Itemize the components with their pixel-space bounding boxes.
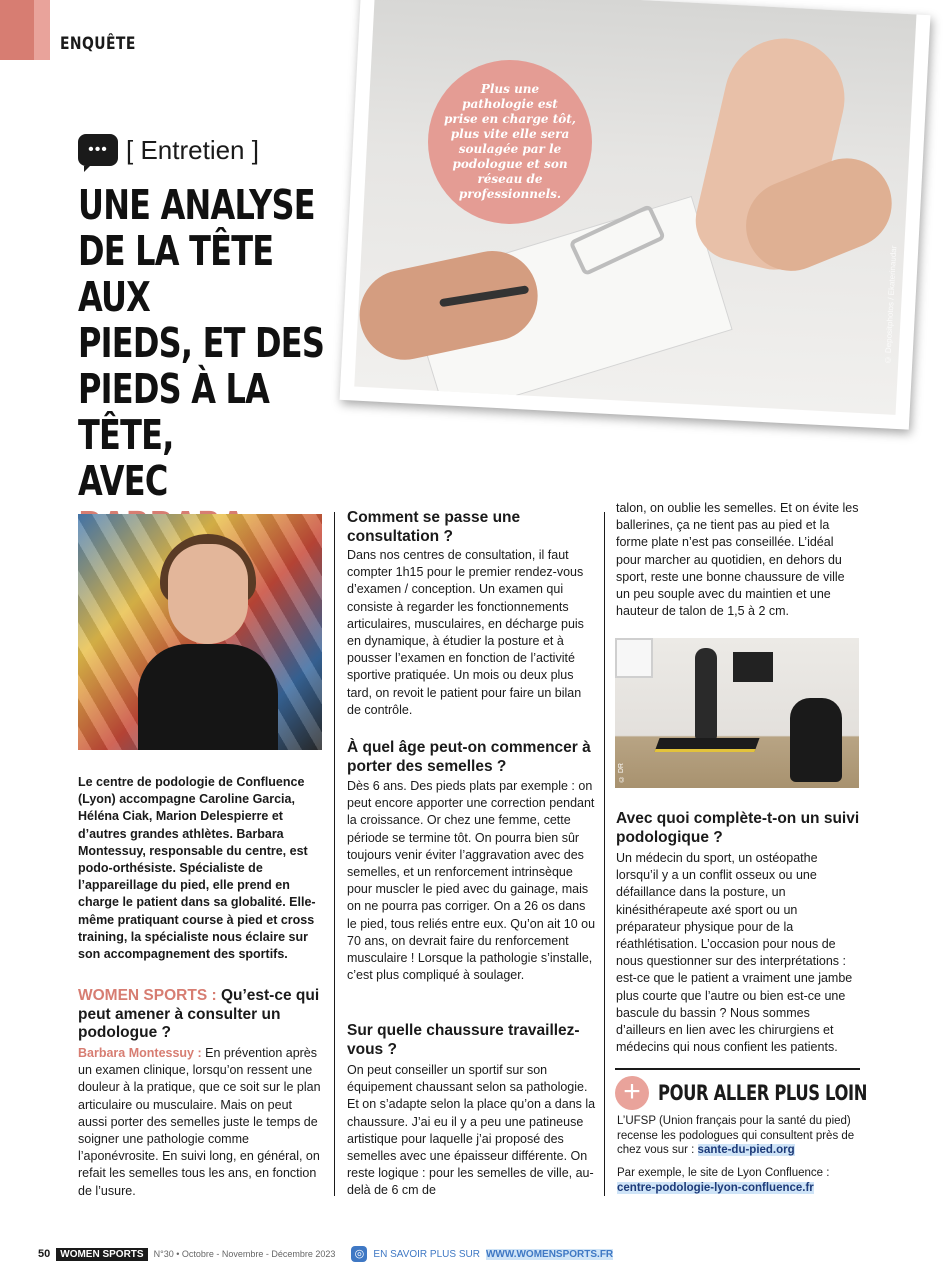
link-sante-du-pied[interactable]: sante-du-pied.org [697, 1144, 795, 1156]
question-heading: Comment se passe une consultation ? [347, 509, 521, 545]
more-label: EN SAVOIR PLUS SUR [373, 1248, 480, 1260]
answer-paragraph: talon, on oublie les semelles. Et on évite les ballerines, ça ne tient pas au pied et la forme plate n’est pas conseillée. L’idéal pour marcher au quotidien, en dehors du sport, reste une bonne chaussure de ville un peu souple avec du maintien et une hauteur de talon de 1,5 à 2 cm. [616, 501, 859, 619]
footer-brand: WOMEN SPORTS [56, 1248, 147, 1261]
answer-paragraph: Dès 6 ans. Des pieds plats par exemple : on peut encore apporter une correction pendant la croissance. Or chez une femme, cette période se termine tôt. On pourra bien sûr toujours venir éviter l’aggravation avec des semelles, et un renforcement intrinsèque pour muscler le pied avec du gainage, mais on ne pourra pas corriger. On a 26 os dans le pied, tous reliés entre eux. Qu’on ait 10 ou 70 ans, on devrait faire du renforcement musculaire ! Lorsque la pathologie s’installe, c’est plus compliqué à soulager. [347, 779, 596, 983]
gym-photo [615, 638, 859, 788]
speech-bubble-icon: ••• [78, 134, 118, 166]
portrait-photo [78, 514, 322, 750]
column-divider [334, 512, 335, 1196]
column-divider [604, 512, 605, 1196]
link-centre-podologie[interactable]: centre-podologie-lyon-confluence.fr [617, 1181, 814, 1194]
portrait-face [168, 544, 248, 644]
answer-1 [78, 1045, 322, 1200]
gym-window [615, 638, 653, 678]
page-number: 50 [38, 1248, 51, 1260]
coach-figure [790, 698, 842, 782]
further-text [617, 1114, 862, 1158]
further-divider [615, 1068, 860, 1070]
photo-credit: © Depositphotos / Ekaterinaudar [883, 245, 899, 365]
headline-line: DE LA TÊTE AUX [78, 227, 274, 321]
headline-line: AVEC [78, 457, 168, 505]
question-heading: Sur quelle chaussure travaillez-vous ? [347, 1022, 580, 1058]
speaker-name: Barbara Montessuy : [78, 1046, 202, 1060]
page-footer [38, 1246, 613, 1262]
pull-quote-text: Plus une pathologie est prise en charge tôt, plus vite elle sera soulagée par le podologue et son réseau de professionnels. [444, 82, 576, 201]
treadmill [654, 738, 759, 752]
further-title: POUR ALLER PLUS LOIN [658, 1081, 868, 1105]
hero-photo [354, 0, 916, 415]
further-body-2: Par exemple, le site de Lyon Confluence : [617, 1167, 830, 1179]
globe-icon: ◎ [351, 1246, 367, 1262]
website-link[interactable]: WWW.WOMENSPORTS.FR [485, 1248, 614, 1260]
further-text-2 [617, 1166, 862, 1195]
headline-line: PIEDS, ET DES [78, 319, 325, 367]
question-heading: Avec quoi complète-t-on un suivi podologique ? [616, 810, 860, 846]
further-body: L’UFSP (Union français pour la santé du pied) recense les podologues qui consultent près de chez vous sur : [617, 1115, 855, 1156]
answer-paragraph: On peut conseiller un sportif sur son équipement chaussant selon sa pathologie. Et on s’adapte selon la place qu’on a dans la chaussure. J’ai eu il y a peu une patineuse artistique pour laquelle j’ai proposé des semelles avec une épaisseur différente. On reste logique : pour les semelles de ville, au-delà de 6 cm de [347, 1063, 596, 1198]
question-1 [78, 987, 322, 1043]
corner-accent-dark [0, 0, 34, 60]
photo-credit: © DR [618, 762, 625, 782]
portrait-body [138, 644, 278, 750]
headline-line: UNE ANALYSE [78, 181, 315, 229]
kicker [78, 134, 259, 166]
pull-quote-circle [428, 60, 592, 224]
issue-info: N°30 • Octobre - Novembre - Décembre 2023 [153, 1249, 336, 1259]
intro-paragraph: Le centre de podologie de Confluence (Lyon) accompagne Caroline Garcia, Héléna Ciak, Marion Delespierre et d’autres grandes athlètes. Barbara Montessuy, responsable du centre, est podo-orthésiste. Spécialiste de l’appareillage du pied, elle prend en charge le patient dans sa globalité. Elle-même pratiquant course à pied et cross training, la spécialiste nous éclaire sur son accompagnement des sportifs. [78, 775, 316, 962]
gym-tv [733, 652, 773, 682]
question-text: Qu’est-ce qui peut amener à consulter un podologue ? [78, 987, 320, 1041]
kicker-text: [ Entretien ] [126, 134, 259, 165]
magazine-name: WOMEN SPORTS : [78, 987, 217, 1004]
headline-line: PIEDS À LA TÊTE, [78, 365, 270, 459]
answer-text: En prévention après un examen clinique, lorsqu’on ressent une douleur à la pratique, que ce soit sur le plan articulaire ou musculaire. Mais on peut aussi porter des semelles juste le temps de soigner une pathologie comme l’aponévrosite. En suivi long, en général, on refait les semelles tous les ans, en fonction de l’usure. [78, 1046, 321, 1198]
section-label: ENQUÊTE [60, 34, 136, 54]
answer-paragraph: Dans nos centres de consultation, il faut compter 1h15 pour le premier rendez-vous d’examen / conception. Un examen qui consiste à regarder les fonctionnements articulaires, musculaires, en décharge puis en dynamique, à étudier la posture et à pousser l’examen en fonction de l’activité sportive pratiquée. Un mois ou deux plus tard, on revoit le patient pour faire un bilan de contrôle. [347, 548, 584, 717]
plus-icon: + [615, 1076, 649, 1110]
answer-paragraph: Un médecin du sport, un ostéopathe lorsqu’il y a un conflit osseux ou une défaillance dans la posture, un kinésithérapeute axé sport ou un préparateur physique pour de la réathlétisation. L’occasion pour nous de nous questionner sur des interprétations : est-ce que le patient a vraiment une jambe plus courte que l’autre ou bien est-ce une bascule du bassin ? Nous sommes d’ailleurs en lien avec les chirurgiens et médecins qui nous confient les patients. [616, 851, 853, 1055]
question-heading: À quel âge peut-on commencer à porter des semelles ? [347, 739, 591, 775]
runner-figure [695, 648, 717, 740]
hero-photo-frame [340, 0, 931, 430]
